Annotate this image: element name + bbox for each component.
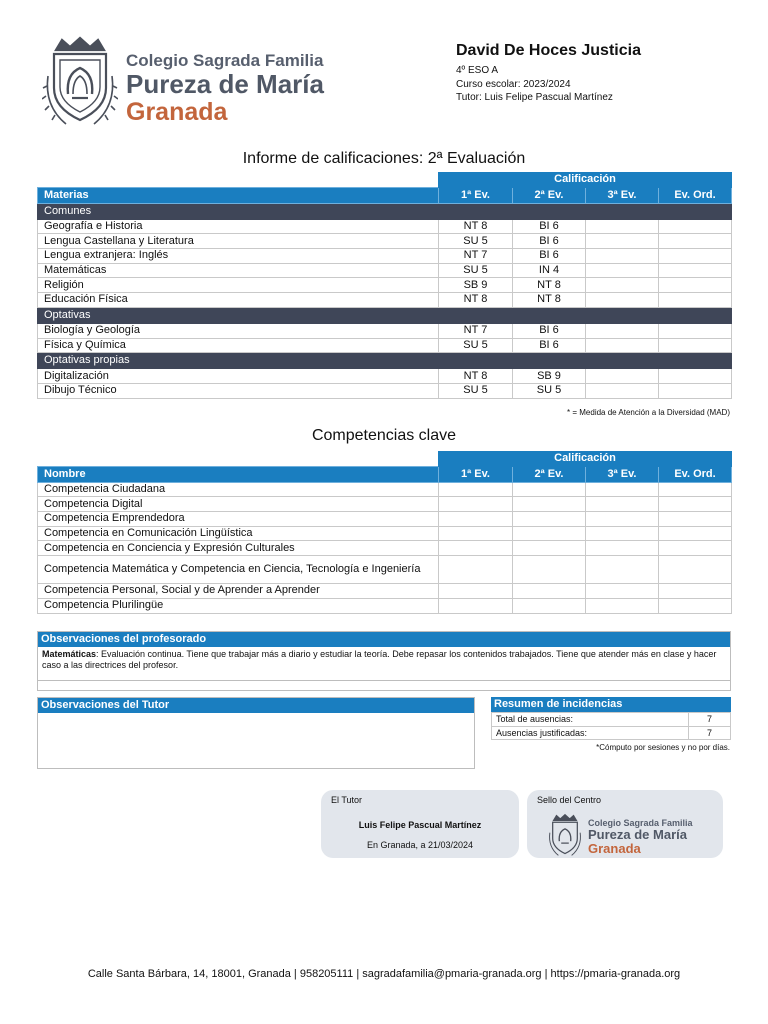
competencia-ev3 xyxy=(586,497,659,512)
student-tutor: Tutor: Luis Felipe Pascual Martínez xyxy=(456,92,613,103)
grade-ev1: SB 9 xyxy=(439,278,513,293)
grade-ord xyxy=(659,249,732,264)
competencia-ev2 xyxy=(513,526,586,541)
incidents-note: *Cómputo por sesiones y no por días. xyxy=(596,743,730,752)
competencia-ord xyxy=(659,584,732,599)
competencia-name: Competencia Plurilingüe xyxy=(38,598,439,613)
grade-ev2: BI 6 xyxy=(513,249,586,264)
competencia-ord xyxy=(659,512,732,527)
grade-ev1: SU 5 xyxy=(439,263,513,278)
competencia-ev2 xyxy=(513,482,586,497)
observation-body: : Evaluación continua. Tiene que trabajar más a diario y estudiar la teoría. Debe repasar los contenidos trabajados. Tiene que atender más en clase y hacer caso a las directrices del profesor. xyxy=(42,649,717,670)
incidents-table xyxy=(491,712,731,740)
subject-row xyxy=(38,219,732,234)
grade-ev2: NT 8 xyxy=(513,278,586,293)
competencia-ev3 xyxy=(586,556,659,584)
competencia-row xyxy=(38,512,732,527)
competencias-table xyxy=(37,451,732,614)
competencia-ord xyxy=(659,497,732,512)
grade-ev1: SU 5 xyxy=(439,383,513,398)
grades-table xyxy=(37,172,732,399)
calificacion-header-row xyxy=(38,173,732,188)
subject-row xyxy=(38,249,732,264)
tutor-signature-card xyxy=(321,790,519,858)
competencia-ord xyxy=(659,526,732,541)
grade-ev2: SB 9 xyxy=(513,369,586,384)
grade-ev3 xyxy=(586,263,659,278)
competencia-ev3 xyxy=(586,526,659,541)
grade-ev1: NT 8 xyxy=(439,369,513,384)
grade-ord xyxy=(659,219,732,234)
grade-ev2: BI 6 xyxy=(513,323,586,338)
column-header-row xyxy=(38,187,732,203)
competencia-ev1 xyxy=(439,584,513,599)
competencia-name: Competencia en Comunicación Lingüística xyxy=(38,526,439,541)
competencia-ev3 xyxy=(586,541,659,556)
competencia-ev3 xyxy=(586,598,659,613)
grade-ev1: NT 7 xyxy=(439,249,513,264)
competencia-ev2 xyxy=(513,556,586,584)
competencias-title: Competencias clave xyxy=(311,427,457,444)
grades-title: Informe de calificaciones: 2ª Evaluación xyxy=(242,150,526,167)
student-info xyxy=(456,42,746,105)
competencia-ord xyxy=(659,556,732,584)
subject-name: Lengua Castellana y Literatura xyxy=(38,234,439,249)
competencia-ord xyxy=(659,541,732,556)
grade-ord xyxy=(659,234,732,249)
column-header-ev2: 2ª Ev. xyxy=(513,466,586,482)
header-spacer xyxy=(38,173,439,188)
subject-name: Física y Química xyxy=(38,338,439,353)
grade-ord xyxy=(659,383,732,398)
stamp-line2: Pureza de María xyxy=(588,827,687,842)
competencia-ev1 xyxy=(439,541,513,556)
grade-ev3 xyxy=(586,234,659,249)
grade-ev3 xyxy=(586,323,659,338)
grade-ev1: SU 5 xyxy=(439,338,513,353)
justified-absences-label: Ausencias justificadas: xyxy=(492,726,689,740)
subject-row xyxy=(38,323,732,338)
grade-ev2: BI 6 xyxy=(513,219,586,234)
grade-ev2: BI 6 xyxy=(513,234,586,249)
grade-ev3 xyxy=(586,338,659,353)
calificacion-header-row xyxy=(38,452,732,467)
competencia-name: Competencia Emprendedora xyxy=(38,512,439,527)
subject-name: Dibujo Técnico xyxy=(38,383,439,398)
competencia-name: Competencia Digital xyxy=(38,497,439,512)
student-name: David De Hoces Justicia xyxy=(456,42,641,59)
subject-name: Geografía e Historia xyxy=(38,219,439,234)
subject-name: Digitalización xyxy=(38,369,439,384)
teacher-observations-title: Observaciones del profesorado xyxy=(38,632,730,647)
grade-ord xyxy=(659,278,732,293)
incident-row xyxy=(492,713,731,727)
grade-ord xyxy=(659,293,732,308)
column-header-ev3: 3ª Ev. xyxy=(586,466,659,482)
subject-name: Lengua extranjera: Inglés xyxy=(38,249,439,264)
grade-ev3 xyxy=(586,369,659,384)
tutor-observations-title: Observaciones del Tutor xyxy=(38,698,474,713)
grade-ev2: SU 5 xyxy=(513,383,586,398)
competencia-ev1 xyxy=(439,512,513,527)
student-group: 4º ESO A xyxy=(456,65,499,76)
incidents-title: Resumen de incidencias xyxy=(491,697,731,712)
grade-ev3 xyxy=(586,219,659,234)
grade-ev3 xyxy=(586,249,659,264)
subject-row xyxy=(38,383,732,398)
subject-row xyxy=(38,234,732,249)
signature-date: En Granada, a 21/03/2024 xyxy=(366,840,474,850)
stamp-line1: Colegio Sagrada Familia xyxy=(588,818,693,828)
header-spacer xyxy=(38,452,439,467)
grade-ev1: NT 8 xyxy=(439,293,513,308)
competencia-row xyxy=(38,584,732,599)
column-header-ev3: 3ª Ev. xyxy=(586,187,659,203)
competencia-row xyxy=(38,556,732,584)
subject-row xyxy=(38,278,732,293)
competencia-ev1 xyxy=(439,526,513,541)
competencia-ev1 xyxy=(439,497,513,512)
school-stamp xyxy=(547,812,747,860)
competencia-name: Competencia Matemática y Competencia en Ciencia, Tecnología e Ingeniería xyxy=(38,556,439,584)
grade-ord xyxy=(659,323,732,338)
mad-note: * = Medida de Atención a la Diversidad (MAD) xyxy=(567,408,730,417)
subject-row xyxy=(38,369,732,384)
group-row xyxy=(38,353,732,369)
subject-name: Religión xyxy=(38,278,439,293)
competencia-ev1 xyxy=(439,482,513,497)
teacher-observations xyxy=(37,631,731,691)
grade-ev2: IN 4 xyxy=(513,263,586,278)
grade-ev3 xyxy=(586,383,659,398)
school-year: Curso escolar: 2023/2024 xyxy=(456,78,571,90)
competencia-row xyxy=(38,497,732,512)
total-absences-value: 7 xyxy=(689,713,731,727)
grade-ev1: SU 5 xyxy=(439,234,513,249)
competencia-ev2 xyxy=(513,512,586,527)
competencia-ord xyxy=(659,598,732,613)
competencia-ev3 xyxy=(586,584,659,599)
school-name-line3: Granada xyxy=(126,98,228,126)
column-header-ev1: 1ª Ev. xyxy=(439,187,513,203)
crest-icon xyxy=(547,812,583,860)
group-name: Optativas xyxy=(38,307,732,323)
observation-subject: Matemáticas xyxy=(42,649,97,659)
grade-ev3 xyxy=(586,278,659,293)
grade-ev3 xyxy=(586,293,659,308)
competencia-ev3 xyxy=(586,482,659,497)
grade-ord xyxy=(659,338,732,353)
competencia-row xyxy=(38,541,732,556)
competencia-ev2 xyxy=(513,584,586,599)
competencia-row xyxy=(38,526,732,541)
competencia-name: Competencia en Conciencia y Expresión Culturales xyxy=(38,541,439,556)
competencia-name: Competencia Personal, Social y de Aprender a Aprender xyxy=(38,584,439,599)
grade-ev2: BI 6 xyxy=(513,338,586,353)
tutor-observations xyxy=(37,697,475,769)
competencia-ev2 xyxy=(513,541,586,556)
subject-row xyxy=(38,293,732,308)
tutor-signature-label: El Tutor xyxy=(331,795,363,805)
group-row xyxy=(38,203,732,219)
column-header-ord: Ev. Ord. xyxy=(659,187,732,203)
grade-ord xyxy=(659,369,732,384)
subject-name: Biología y Geología xyxy=(38,323,439,338)
subject-row xyxy=(38,338,732,353)
competencia-ev3 xyxy=(586,512,659,527)
group-name: Comunes xyxy=(38,203,732,219)
school-logo xyxy=(42,36,362,132)
footer-contact: Calle Santa Bárbara, 14, 18001, Granada | 958205111 | sagradafamilia@pmaria-granada.org | https://pmaria-granada.org xyxy=(87,968,681,980)
calificacion-header: Calificación xyxy=(439,173,732,188)
competencia-row xyxy=(38,598,732,613)
group-name: Optativas propias xyxy=(38,353,732,369)
subject-row xyxy=(38,263,732,278)
crest-icon xyxy=(42,36,118,130)
calificacion-header: Calificación xyxy=(439,452,732,467)
school-stamp-card xyxy=(527,790,723,858)
competencia-ev2 xyxy=(513,497,586,512)
competencia-ev1 xyxy=(439,556,513,584)
subject-name: Matemáticas xyxy=(38,263,439,278)
stamp-line3: Granada xyxy=(588,841,641,856)
competencia-ev1 xyxy=(439,598,513,613)
grade-ord xyxy=(659,263,732,278)
total-absences-label: Total de ausencias: xyxy=(492,713,689,727)
column-header-ev1: 1ª Ev. xyxy=(439,466,513,482)
competencia-name: Competencia Ciudadana xyxy=(38,482,439,497)
grade-ev2: NT 8 xyxy=(513,293,586,308)
column-header-row xyxy=(38,466,732,482)
grade-ev1: NT 8 xyxy=(439,219,513,234)
column-header-ord: Ev. Ord. xyxy=(659,466,732,482)
column-header-name: Nombre xyxy=(38,466,439,482)
group-row xyxy=(38,307,732,323)
incidents-summary xyxy=(491,697,731,741)
school-name-line1: Colegio Sagrada Familia xyxy=(126,51,324,70)
justified-absences-value: 7 xyxy=(689,726,731,740)
school-stamp-label: Sello del Centro xyxy=(537,795,602,805)
observation-text xyxy=(38,647,730,681)
incident-row xyxy=(492,726,731,740)
competencia-ev2 xyxy=(513,598,586,613)
column-header-ev2: 2ª Ev. xyxy=(513,187,586,203)
competencia-row xyxy=(38,482,732,497)
column-header-name: Materias xyxy=(38,187,439,203)
competencia-ord xyxy=(659,482,732,497)
tutor-signature-name: Luis Felipe Pascual Martínez xyxy=(358,820,482,830)
subject-name: Educación Física xyxy=(38,293,439,308)
school-name-line2: Pureza de María xyxy=(126,69,324,99)
grade-ev1: NT 7 xyxy=(439,323,513,338)
